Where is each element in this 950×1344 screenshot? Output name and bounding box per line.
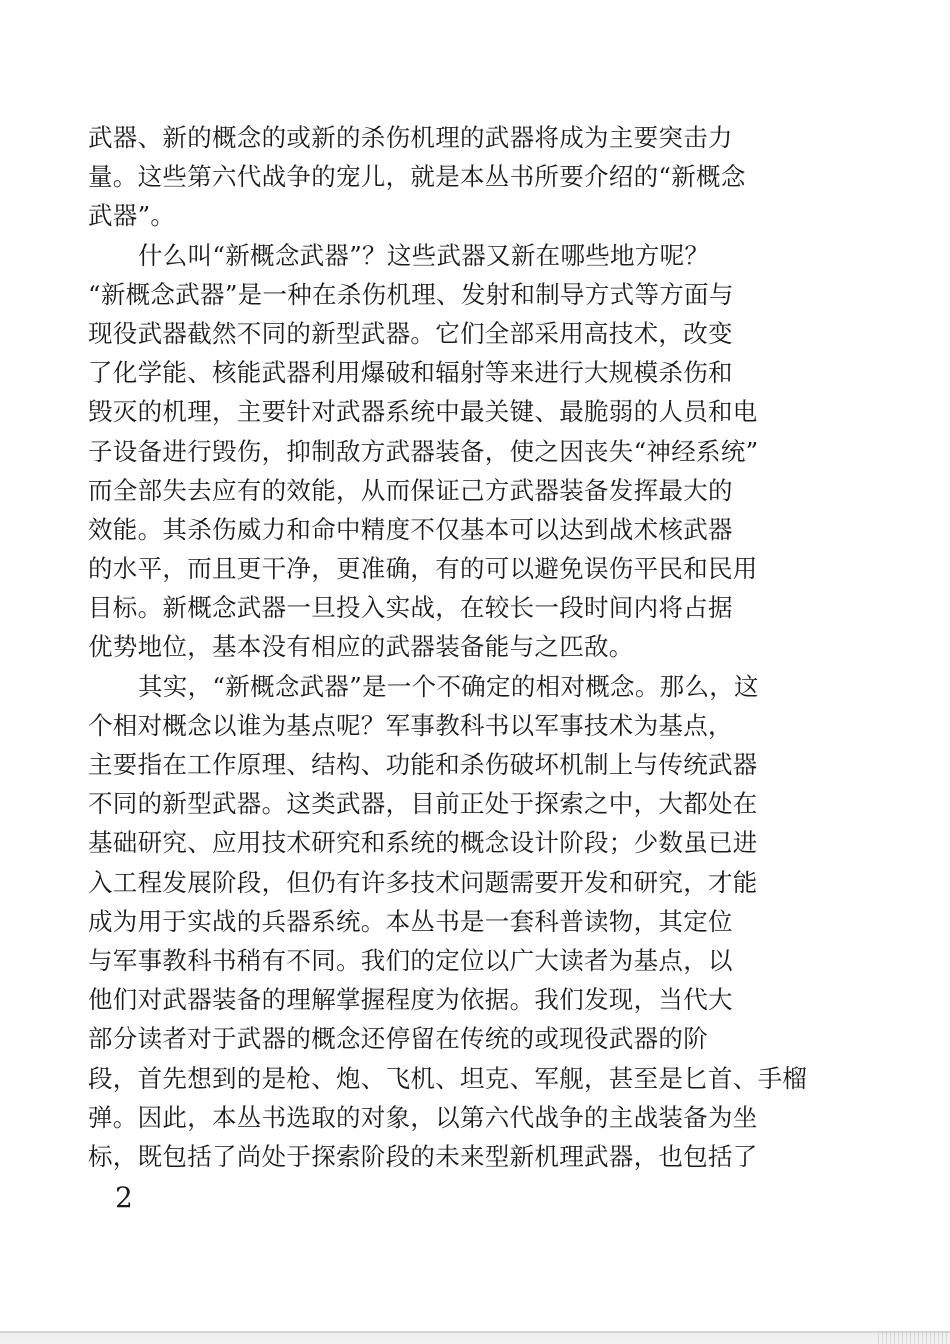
text-line: 而全部失去应有的效能，从而保证己方武器装备发挥最大的 [88,475,733,505]
text-line: 的水平，而且更干净，更准确，有的可以避免误伤平民和民用 [88,554,758,584]
text-line: 量。这些第六代战争的宠儿，就是本丛书所要介绍的“新概念 [88,162,746,192]
text-line: 其实，“新概念武器”是一个不确定的相对概念。那么，这 [138,671,759,701]
text-line: 效能。其杀伤威力和命中精度不仅基本可以达到战术核武器 [88,514,733,544]
text-line: 武器、新的概念的或新的杀伤机理的武器将成为主要突击力 [88,123,733,152]
text-line: 主要指在工作原理、结构、功能和杀伤破坏机制上与传统武器 [88,750,758,779]
text-line: 子设备进行毁伤，抑制敌方武器装备，使之因丧失“神经系统” [88,436,759,466]
text-line: 现役武器截然不同的新型武器。它们全部采用高技术，改变 [88,318,733,348]
text-line: 什么叫“新概念武器”？这些武器又新在哪些地方呢？ [138,240,710,270]
text-line: 毁灭的机理，主要针对武器系统中最关键、最脆弱的人员和电 [88,397,758,427]
text-line: 标，既包括了尚处于探索阶段的未来型新机理武器，也包括了 [88,1141,758,1171]
page-number: 2 [115,1181,133,1214]
text-line: 优势地位，基本没有相应的武器装备能与之匹敌。 [88,632,634,662]
text-line: 个相对概念以谁为基点呢？军事教科书以军事技术为基点， [88,710,733,740]
text-line: 弹。因此，本丛书选取的对象，以第六代战争的主战装备为坐 [88,1102,758,1132]
text-line: 不同的新型武器。这类武器，目前正处于探索之中，大都处在 [88,789,758,819]
text-line: 部分读者对于武器的概念还停留在传统的或现役武器的阶 [88,1024,708,1054]
scan-bottom-edge-texture [878,1331,950,1344]
text-line: 入工程发展阶段，但仍有许多技术问题需要开发和研究，才能 [88,867,758,897]
scan-bottom-edge [0,1331,950,1344]
body-text [88,118,808,1176]
text-line: 成为用于实战的兵器系统。本丛书是一套科普读物，其定位 [88,906,733,936]
text-line: 基础研究、应用技术研究和系统的概念设计阶段；少数虽已进 [88,828,758,858]
text-line: 武器”。 [88,201,176,231]
text-line: 他们对武器装备的理解掌握程度为依据。我们发现，当代大 [88,985,733,1015]
text-line: 了化学能、核能武器利用爆破和辐射等来进行大规模杀伤和 [88,358,733,388]
text-line: 目标。新概念武器一旦投入实战，在较长一段时间内将占据 [88,593,733,623]
text-line: “新概念武器”是一种在杀伤机理、发射和制导方式等方面与 [88,279,734,309]
text-line: 与军事教科书稍有不同。我们的定位以广大读者为基点，以 [88,945,733,975]
text-line: 段，首先想到的是枪、炮、飞机、坦克、军舰，甚至是匕首、手榴 [88,1063,808,1093]
